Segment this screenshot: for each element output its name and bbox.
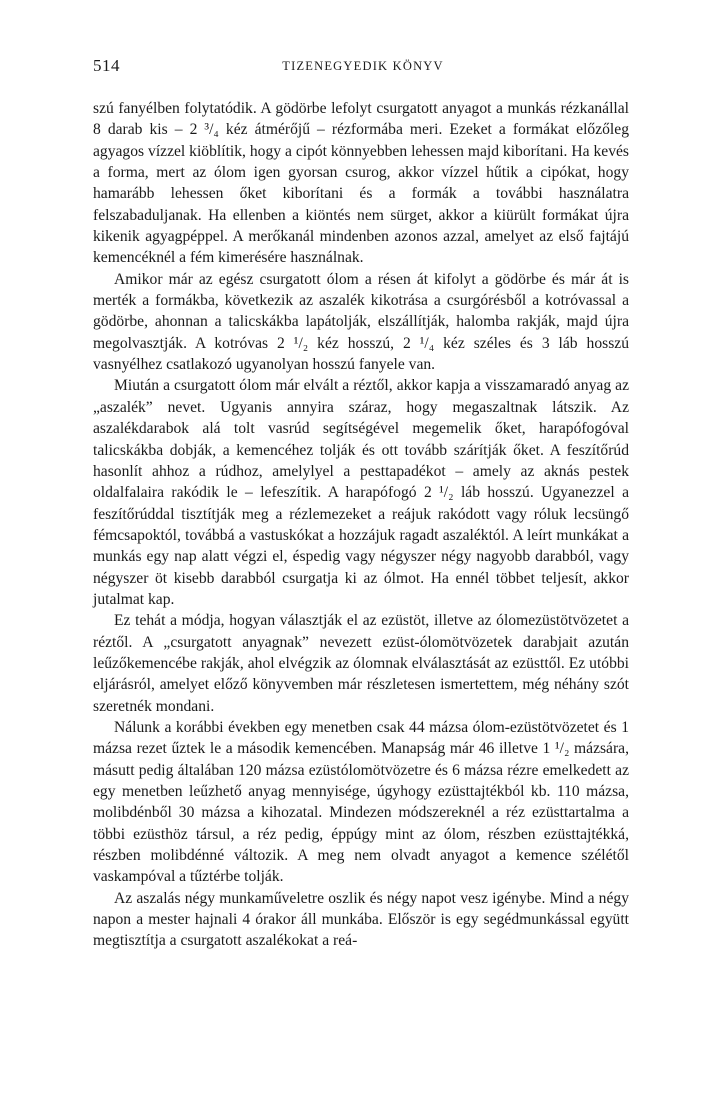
running-head xyxy=(93,56,633,78)
page-number: 514 xyxy=(93,56,120,75)
running-title: TIZENEGYEDIK KÖNYV xyxy=(282,59,444,73)
paragraph: Amikor már az egész csurgatott ólom a résen át kifolyt a gödörbe és már át is merték a formákba, következik az aszalék kikotrása a csurgórésből a kotróvassal a gödörbe, ahonnan a talicskákba lapátolják, elszállítják, halomba rakják, majd újra megolvasztják. A kotróvas 2 ¹/₂ kéz hosszú, 2 ¹/₄ kéz széles és 3 láb hosszú vasnyélhez csatlakozó ugyanolyan hosszú fanyele van. xyxy=(93,270,629,374)
paragraph: Ez tehát a módja, hogyan választják el az ezüstöt, illetve az ólomezüstötvözetet a réztől. A „csurgatott anyagnak” nevezett ezüst-ólomötvözetek darabjait azután leűzőkemencébe rakják, ahol elvégzik az ólomnak elválasztását az ezüsttől. Ez utóbbi eljárásról, amelyet előző könyvemben már részletesen ismertettem, még néhány szót szeretnék mondani. xyxy=(93,612,629,715)
paragraph: Miután a csurgatott ólom már elvált a réztől, akkor kapja a visszamaradó anyag az „aszalék” nevet. Ugyanis annyira száraz, hogy megaszaltnak látszik. Az aszalékdarabok alá tolt vasrúd segítségével megemelik őket, harapófogóval talicskákba dobják, a kemencéhez tolják és ott tovább szárítják őket. A feszítőrúd hasonlít ahhoz a rúdhoz, amelylyel a pesttapadékot – amely az aknás pestek oldalfalaira rakódik le – lefeszítik. A harapófogó 2 ¹/₂ láb hosszú. Ugyanezzel a feszítőrúddal tisztítják meg a rézlemezeket a reájuk rakódott vagy róluk lecsüngő fémcsapoktól, továbbá a vastuskókat a hozzájuk ragadt aszaléktól. A leírt munkákat a munkás egy nap alatt végzi el, éspedig vagy négyszer négy nagyobb darabból, vagy négyszer öt kisebb darabból csurgatja ki az ólmot. Ha ennél többet teljesít, akkor jutalmat kap. xyxy=(93,377,629,608)
paragraph: szú fanyélben folytatódik. A gödörbe lefolyt csurgatott anyagot a munkás rézkanállal 8 darab kis – 2 ³/₄ kéz átmérőjű – rézformába meri. Ezeket a formákat előzőleg agyagos vízzel kiöblítik, hogy a cipót könnyebben lehessen majd kiborítani. Ha kevés a forma, mert az ólom igen gyorsan csurog, akkor vízzel hűtik a cipókat, hogy hamarább lehessen őket kiborítani és a formák a további használatra felszabaduljanak. Ha ellenben a kiöntés nem sürget, akkor a kiürült formákat újra kikenik agyagpéppel. A merőkanál mindenben azonos azzal, amelyet az első fajtájú kemencéknél a fém kimerésére használnak. xyxy=(93,100,629,267)
paragraph: Az aszalás négy munkaműveletre oszlik és négy napot vesz igénybe. Mind a négy napon a mester hajnali 4 órakor áll munkába. Először is egy segédmunkással együtt megtisztítja a csurgatott aszalékokat a reá- xyxy=(93,889,629,950)
paragraph: Nálunk a korábbi években egy menetben csak 44 mázsa ólom-ezüstötvözetet és 1 mázsa rezet űztek le a második kemencében. Manapság már 46 illetve 1 ¹/₂ mázsára, másutt pedig általában 120 mázsa ezüstólomötvözetre és 6 mázsa rézre emelkedett az egy menetben leűzhető anyag mennyisége, úgyhogy ezüsttajtékból kb. 110 mázsa, molibdénből 30 mázsa a kihozatal. Mindezen módszereknél a réz ezüsttartalma a többi ezüsthöz társul, a réz pedig, éppúgy mint az ólom, részben ezüsttajtékká, részben molibdénné változik. A meg nem olvadt anyagot a kemence szélétől vaskampóval a tűztérbe tolják. xyxy=(93,718,629,886)
body-text xyxy=(93,98,629,952)
